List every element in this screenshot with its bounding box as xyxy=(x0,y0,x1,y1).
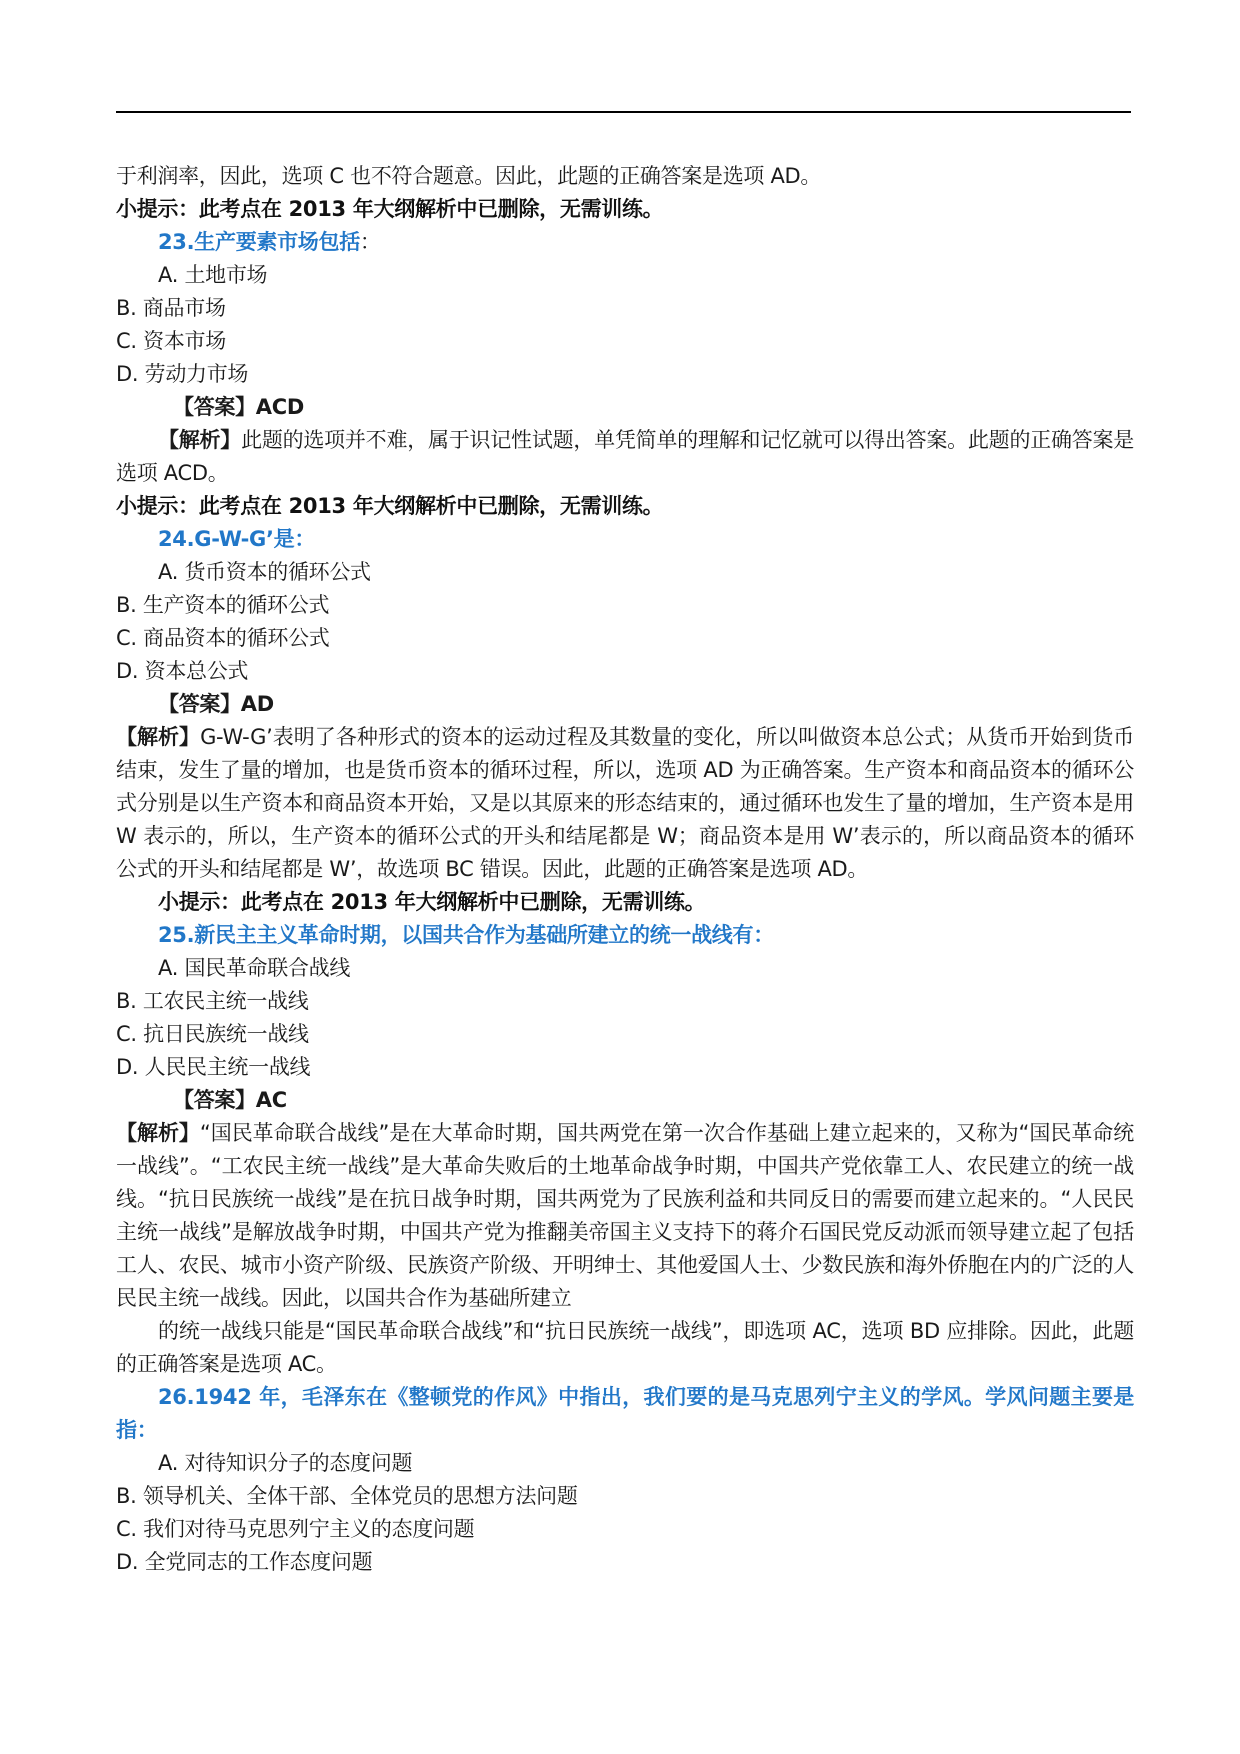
previous-answer-tail: 于利润率，因此，选项 C 也不符合题意。因此，此题的正确答案是选项 AD。 xyxy=(116,164,822,188)
analysis-text: 此题的选项并不难，属于识记性试题，单凭简单的理解和记忆就可以得出答案。此题的正确答案是选项 ACD。 xyxy=(116,428,1134,485)
question-26-option-d: D. 全党同志的工作态度问题 xyxy=(116,1550,373,1574)
question-23-option-d: D. 劳动力市场 xyxy=(116,362,249,386)
question-25-analysis xyxy=(116,1117,1134,1315)
analysis-tag: 【解析】 xyxy=(116,725,201,749)
question-25-option-d: D. 人民民主统一战线 xyxy=(116,1055,311,1079)
question-25-option-a: A. 国民革命联合战线 xyxy=(158,956,351,980)
question-23-option-b: B. 商品市场 xyxy=(116,296,226,320)
question-25-title: 25.新民主主义革命时期，以国共合作为基础所建立的统一战线有： xyxy=(158,923,774,947)
question-23-title xyxy=(116,226,1134,259)
question-25-option-b: B. 工农民主统一战线 xyxy=(116,989,309,1013)
document-body xyxy=(116,160,1134,1579)
question-23-analysis xyxy=(116,424,1134,490)
analysis-text: “国民革命联合战线”是在大革命时期，国共两党在第一次合作基础上建立起来的，又称为“国民革命统一战线”。“工农民主统一战线”是大革命失败后的土地革命战争时期，中国共产党依靠工人、农民建立的统一战线。“抗日民族统一战线”是在抗日战争时期，国共两党为了民族利益和共同反日的需要而建立起来的。“人民民主统一战线”是解放战争时期，中国共产党为推翻美帝国主义支持下的蒋介石国民党反动派而领导建立起了包括工人、农民、城市小资产阶级、民族资产阶级、开明绅士、其他爱国人士、少数民族和海外侨胞在内的广泛的人民民主统一战线。因此，以国共合作为基础所建立 xyxy=(116,1121,1134,1310)
question-24-title: 24.G-W-G’是： xyxy=(158,527,316,551)
question-23-colon: ： xyxy=(359,230,381,254)
analysis-tag: 【解析】 xyxy=(116,1121,200,1145)
question-24-option-a: A. 货币资本的循环公式 xyxy=(158,560,371,584)
analysis-tag: 【解析】 xyxy=(158,428,242,452)
question-24-option-d: D. 资本总公式 xyxy=(116,659,249,683)
question-23-option-a: A. 土地市场 xyxy=(158,263,268,287)
question-23-answer: 【答案】ACD xyxy=(173,395,304,419)
analysis-text: G-W-G’表明了各种形式的资本的运动过程及其数量的变化，所以叫做资本总公式；从货币开始到货币结束，发生了量的增加，也是货币资本的循环过程，所以，选项 AD 为正确答案。生产资本和商品资本的循环公式分别是以生产资本和商品资本开始，又是以其原来的形态结束的，通过循环也发生了量的增加，生产资本是用 W 表示的，所以，生产资本的循环公式的开头和结尾都是 W；商品资本是用 W’表示的，所以商品资本的循环公式的开头和结尾都是 W’，故选项 BC 错误。因此，此题的正确答案是选项 AD。 xyxy=(116,725,1134,881)
question-24-option-b: B. 生产资本的循环公式 xyxy=(116,593,330,617)
question-24-analysis xyxy=(116,721,1134,886)
question-26-title: 26.1942 年，毛泽东在《整顿党的作风》中指出，我们要的是马克思列宁主义的学风。学风问题主要是指： xyxy=(116,1385,1134,1442)
question-26-option-b: B. 领导机关、全体干部、全体党员的思想方法问题 xyxy=(116,1484,578,1508)
hint-note: 小提示：此考点在 2013 年大纲解析中已删除，无需训练。 xyxy=(158,890,706,914)
question-24-answer: 【答案】AD xyxy=(158,692,274,716)
question-23-option-c: C. 资本市场 xyxy=(116,329,226,353)
question-26-option-c: C. 我们对待马克思列宁主义的态度问题 xyxy=(116,1517,475,1541)
hint-note: 小提示：此考点在 2013 年大纲解析中已删除，无需训练。 xyxy=(116,494,664,518)
question-26-option-a: A. 对待知识分子的态度问题 xyxy=(158,1451,413,1475)
question-25-analysis-continued: 的统一战线只能是“国民革命联合战线”和“抗日民族统一战线”，即选项 AC，选项 BD 应排除。因此，此题的正确答案是选项 AC。 xyxy=(116,1319,1134,1376)
question-25-option-c: C. 抗日民族统一战线 xyxy=(116,1022,309,1046)
header-rule xyxy=(116,111,1131,113)
hint-note: 小提示：此考点在 2013 年大纲解析中已删除，无需训练。 xyxy=(116,197,664,221)
question-23-text: 23.生产要素市场包括 xyxy=(158,230,360,254)
question-24-option-c: C. 商品资本的循环公式 xyxy=(116,626,330,650)
question-25-answer: 【答案】AC xyxy=(173,1088,287,1112)
